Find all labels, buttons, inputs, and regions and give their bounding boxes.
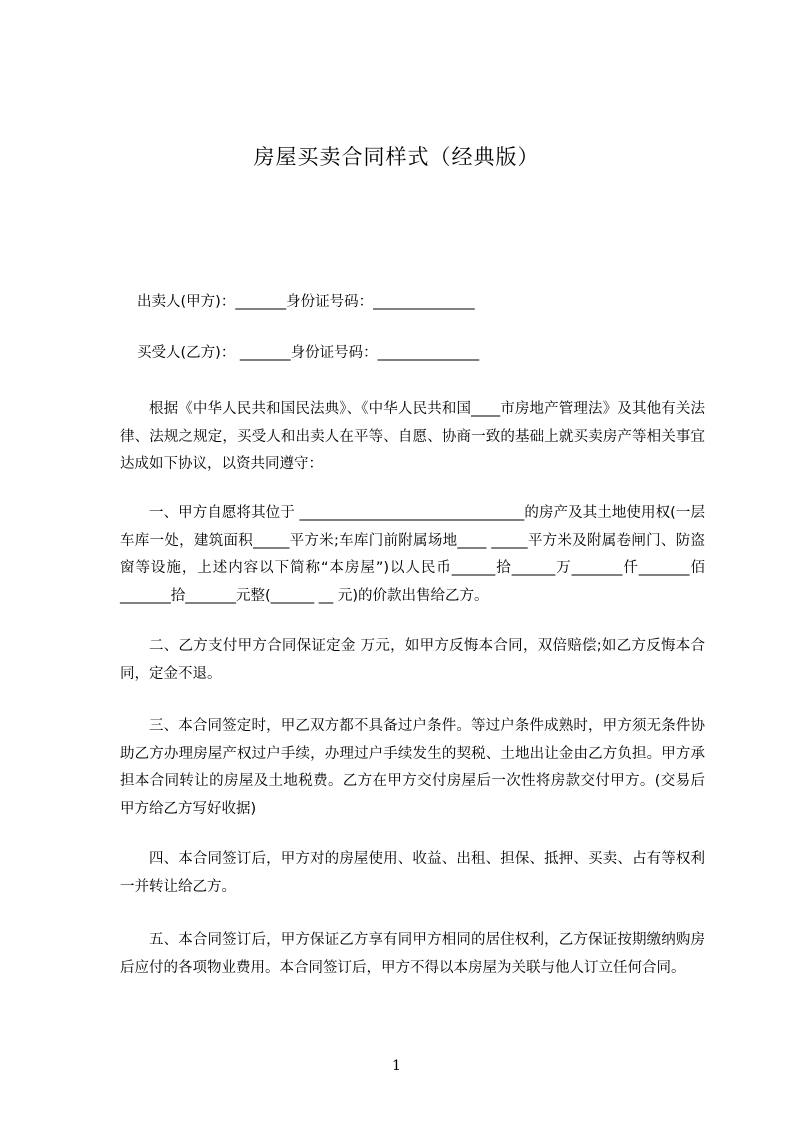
buyer-line: 买受人(乙方)： _______身份证号码：______________ (137, 345, 480, 361)
clause-3-paragraph: 三、本合同签定时，甲乙双方都不具备过户条件。等过户条件成熟时，甲方须无条件协助乙方办理房屋产权过户手续，办理过户手续发生的契税、土地出让金由乙方负担。甲方承担本合同转让的房屋及土地税费。乙方在甲方交付房屋后一次性将房款交付甲方。(交易后甲方给乙方写好收据) (120, 718, 705, 817)
clause-5-paragraph: 五、本合同签订后，甲方保证乙方享有同甲方相同的居住权利，乙方保证按期缴纳购房后应付的各项物业费用。本合同签订后，甲方不得以本房屋为关联与他人订立任何合同。 (120, 932, 705, 976)
preamble-paragraph: 根据《中华人民共和国民法典》、《中华人民共和国____市房地产管理法》及其他有关法律、法规之规定，买受人和出卖人在平等、自愿、协商一致的基础上就买卖房产等相关事宜达成如下协议，以资共同遵守： (120, 401, 705, 472)
seller-line: 出卖人(甲方)：_______身份证号码：______________ (137, 294, 475, 310)
clause-4-paragraph: 四、本合同签订后，甲方对的房屋使用、收益、出租、担保、抵押、买卖、占有等权利一并转让给乙方。 (120, 851, 705, 895)
clause-2-paragraph: 二、乙方支付甲方合同保证定金 万元，如甲方反悔本合同，双倍赔偿;如乙方反悔本合同，定金不退。 (120, 638, 705, 682)
clause-1-paragraph: 一、甲方自愿将其位于 _______________________________的房产及其土地使用权(一层车库一处，建筑面积_____平方米;车库门前附属场地____ _____平方米及附属卷闸门、防盗窗等设施，上述内容以下简称“本房屋”)以人民币______拾______万_______仟_______佰_______拾_______元整(______ __ 元)的价款出售给乙方。 (120, 505, 705, 604)
page-number: 1 (392, 1058, 401, 1074)
document-title: 房屋买卖合同样式（经典版） (253, 145, 540, 169)
